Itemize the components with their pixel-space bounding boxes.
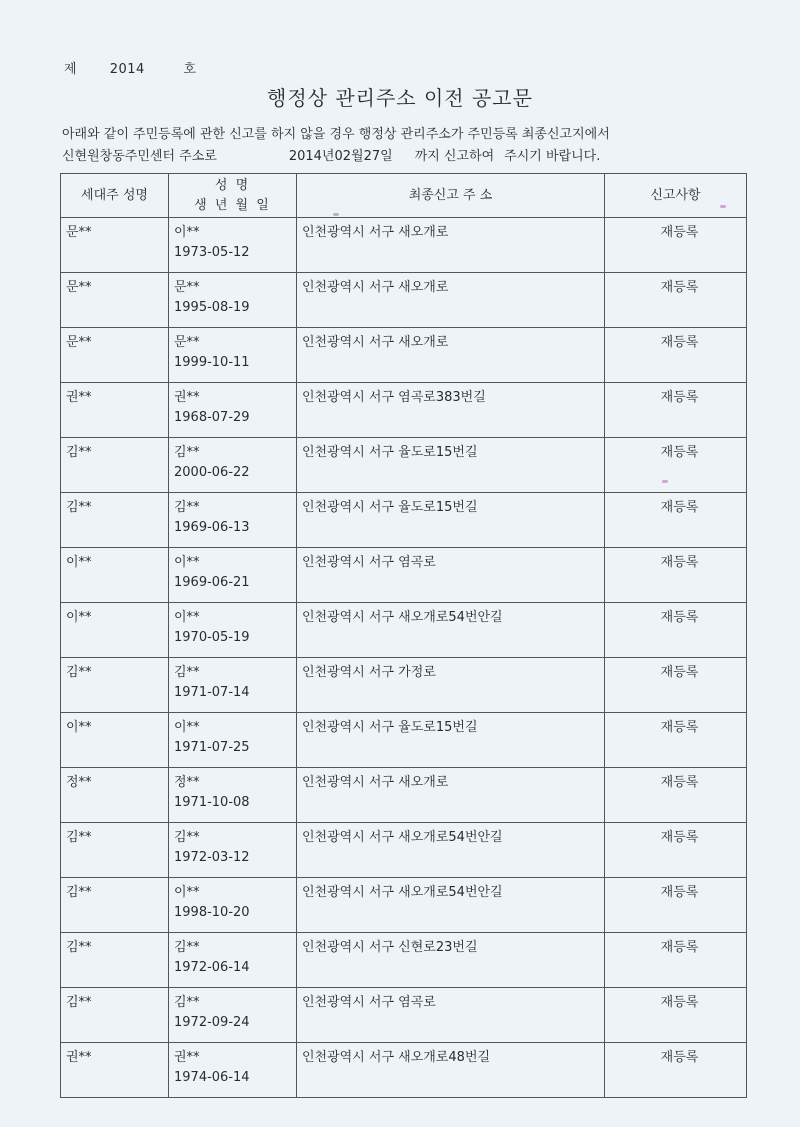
report-cell [605, 768, 747, 823]
address-cell [297, 658, 605, 713]
person-name: 문** [174, 335, 200, 350]
person-name: 이** [174, 720, 200, 735]
report-cell [605, 713, 747, 768]
person-birthdate: 1999-10-11 [174, 355, 250, 370]
document-number-year: 2014 [109, 62, 145, 77]
last-reported-address: 인천광역시 서구 염곡로383번길 [302, 390, 486, 405]
header-householder: 세대주 성명 [61, 174, 169, 218]
table-row [61, 548, 747, 603]
address-cell [297, 823, 605, 878]
last-reported-address: 인천광역시 서구 새오개로 [302, 225, 449, 240]
householder-cell [61, 493, 169, 548]
table-row [61, 823, 747, 878]
report-cell [605, 1043, 747, 1098]
person-cell [169, 1043, 297, 1098]
person-cell [169, 493, 297, 548]
householder-name: 권** [66, 1050, 92, 1065]
householder-name: 이** [66, 610, 92, 625]
person-cell [169, 383, 297, 438]
last-reported-address: 인천광역시 서구 새오개로48번길 [302, 1050, 491, 1065]
intro-line-2-request: 까지 신고하여 [414, 149, 495, 164]
person-cell [169, 328, 297, 383]
person-name: 이** [174, 225, 200, 240]
householder-cell [61, 768, 169, 823]
householder-name: 이** [66, 555, 92, 570]
report-cell [605, 493, 747, 548]
stamp-mark [662, 480, 668, 483]
householder-cell [61, 823, 169, 878]
person-name: 정** [174, 775, 200, 790]
person-birthdate: 1995-08-19 [174, 300, 250, 315]
person-name: 김** [174, 500, 200, 515]
person-name: 김** [174, 940, 200, 955]
person-birthdate: 1972-06-14 [174, 960, 250, 975]
householder-cell [61, 988, 169, 1043]
householder-name: 김** [66, 500, 92, 515]
person-cell [169, 823, 297, 878]
person-birthdate: 1972-09-24 [174, 1015, 250, 1030]
document-number-suffix: 호 [183, 62, 197, 77]
householder-cell [61, 383, 169, 438]
report-status: 재등록 [660, 830, 699, 845]
householder-cell [61, 1043, 169, 1098]
report-status: 재등록 [660, 885, 699, 900]
last-reported-address: 인천광역시 서구 염곡로 [302, 995, 436, 1010]
householder-cell [61, 713, 169, 768]
table-row [61, 713, 747, 768]
address-cell [297, 328, 605, 383]
householder-name: 이** [66, 720, 92, 735]
report-status: 재등록 [660, 995, 699, 1010]
person-cell [169, 548, 297, 603]
report-cell [605, 273, 747, 328]
table-row [61, 218, 747, 273]
householder-name: 김** [66, 665, 92, 680]
report-status: 재등록 [660, 555, 699, 570]
last-reported-address: 인천광역시 서구 신현로23번길 [302, 940, 478, 955]
person-cell [169, 768, 297, 823]
table-row [61, 438, 747, 493]
person-cell [169, 603, 297, 658]
last-reported-address: 인천광역시 서구 염곡로 [302, 555, 436, 570]
table-row [61, 768, 747, 823]
person-birthdate: 1971-10-08 [174, 795, 250, 810]
report-status: 재등록 [660, 335, 699, 350]
person-name: 김** [174, 445, 200, 460]
last-reported-address: 인천광역시 서구 새오개로 [302, 775, 449, 790]
householder-cell [61, 218, 169, 273]
report-cell [605, 658, 747, 713]
table-row [61, 493, 747, 548]
notice-table [60, 173, 747, 1098]
report-cell [605, 933, 747, 988]
householder-name: 김** [66, 995, 92, 1010]
householder-cell [61, 273, 169, 328]
address-cell [297, 603, 605, 658]
report-cell [605, 823, 747, 878]
person-name: 이** [174, 610, 200, 625]
address-cell [297, 988, 605, 1043]
person-name: 이** [174, 885, 200, 900]
householder-cell [61, 603, 169, 658]
person-birthdate: 1969-06-21 [174, 575, 250, 590]
person-name: 권** [174, 390, 200, 405]
intro-line-2-closing: 주시기 바랍니다. [504, 149, 601, 164]
person-birthdate: 1973-05-12 [174, 245, 250, 260]
last-reported-address: 인천광역시 서구 새오개로54번안길 [302, 885, 503, 900]
report-status: 재등록 [660, 225, 699, 240]
last-reported-address: 인천광역시 서구 율도로15번길 [302, 500, 478, 515]
address-cell [297, 1043, 605, 1098]
person-cell [169, 878, 297, 933]
document-number [64, 58, 197, 77]
table-row [61, 383, 747, 438]
intro-paragraph [62, 124, 762, 168]
address-cell [297, 438, 605, 493]
intro-line-1: 아래와 같이 주민등록에 관한 신고를 하지 않을 경우 행정상 관리주소가 주민등록 최종신고지에서 [62, 127, 610, 142]
address-cell [297, 933, 605, 988]
table-row [61, 988, 747, 1043]
table-row [61, 1043, 747, 1098]
header-person [169, 174, 297, 218]
stamp-mark [333, 213, 339, 216]
householder-cell [61, 658, 169, 713]
intro-line-2 [62, 146, 762, 168]
address-cell [297, 878, 605, 933]
address-cell [297, 768, 605, 823]
person-birthdate: 1972-03-12 [174, 850, 250, 865]
table-row [61, 273, 747, 328]
header-address: 최종신고 주 소 [297, 174, 605, 218]
report-cell [605, 603, 747, 658]
householder-name: 문** [66, 280, 92, 295]
person-name: 김** [174, 665, 200, 680]
householder-name: 김** [66, 940, 92, 955]
person-name: 권** [174, 1050, 200, 1065]
report-status: 재등록 [660, 720, 699, 735]
householder-cell [61, 548, 169, 603]
report-status: 재등록 [660, 775, 699, 790]
person-birthdate: 1968-07-29 [174, 410, 250, 425]
address-cell [297, 548, 605, 603]
person-cell [169, 713, 297, 768]
person-cell [169, 658, 297, 713]
report-cell [605, 218, 747, 273]
person-birthdate: 1998-10-20 [174, 905, 250, 920]
householder-cell [61, 438, 169, 493]
person-birthdate: 2000-06-22 [174, 465, 250, 480]
stamp-mark [720, 205, 726, 208]
person-cell [169, 988, 297, 1043]
report-cell [605, 878, 747, 933]
person-birthdate: 1974-06-14 [174, 1070, 250, 1085]
address-cell [297, 493, 605, 548]
householder-name: 문** [66, 335, 92, 350]
last-reported-address: 인천광역시 서구 새오개로54번안길 [302, 830, 503, 845]
report-status: 재등록 [660, 1050, 699, 1065]
householder-name: 김** [66, 445, 92, 460]
intro-line-2-office: 신현원창동주민센터 주소로 [62, 149, 217, 164]
report-status: 재등록 [660, 610, 699, 625]
report-status: 재등록 [660, 390, 699, 405]
table-header-row [61, 174, 747, 218]
person-birthdate: 1970-05-19 [174, 630, 250, 645]
person-cell [169, 218, 297, 273]
householder-name: 문** [66, 225, 92, 240]
report-cell [605, 383, 747, 438]
table-row [61, 603, 747, 658]
report-status: 재등록 [660, 280, 699, 295]
report-status: 재등록 [660, 500, 699, 515]
person-name: 이** [174, 555, 200, 570]
report-status: 재등록 [660, 665, 699, 680]
header-person-birth: 생 년 월 일 [194, 197, 271, 213]
document-number-prefix: 제 [64, 62, 78, 77]
report-status: 재등록 [660, 940, 699, 955]
householder-name: 김** [66, 885, 92, 900]
householder-name: 권** [66, 390, 92, 405]
report-cell [605, 548, 747, 603]
address-cell [297, 218, 605, 273]
person-cell [169, 273, 297, 328]
table-row [61, 328, 747, 383]
table-body [61, 218, 747, 1098]
person-birthdate: 1969-06-13 [174, 520, 250, 535]
last-reported-address: 인천광역시 서구 율도로15번길 [302, 445, 478, 460]
table-row [61, 658, 747, 713]
header-report: 신고사항 [605, 174, 747, 218]
address-cell [297, 273, 605, 328]
last-reported-address: 인천광역시 서구 새오개로 [302, 335, 449, 350]
last-reported-address: 인천광역시 서구 가정로 [302, 665, 436, 680]
person-cell [169, 438, 297, 493]
person-name: 문** [174, 280, 200, 295]
report-cell [605, 988, 747, 1043]
table-row [61, 878, 747, 933]
header-person-name: 성 명 [214, 177, 251, 193]
page-title: 행정상 관리주소 이전 공고문 [267, 86, 533, 110]
person-birthdate: 1971-07-14 [174, 685, 250, 700]
table-row [61, 933, 747, 988]
last-reported-address: 인천광역시 서구 율도로15번길 [302, 720, 478, 735]
address-cell [297, 713, 605, 768]
householder-cell [61, 933, 169, 988]
address-cell [297, 383, 605, 438]
householder-name: 정** [66, 775, 92, 790]
report-status: 재등록 [660, 445, 699, 460]
report-cell [605, 438, 747, 493]
person-birthdate: 1971-07-25 [174, 740, 250, 755]
person-name: 김** [174, 995, 200, 1010]
person-cell [169, 933, 297, 988]
householder-cell [61, 878, 169, 933]
person-name: 김** [174, 830, 200, 845]
last-reported-address: 인천광역시 서구 새오개로54번안길 [302, 610, 503, 625]
last-reported-address: 인천광역시 서구 새오개로 [302, 280, 449, 295]
report-cell [605, 328, 747, 383]
householder-name: 김** [66, 830, 92, 845]
householder-cell [61, 328, 169, 383]
intro-deadline-date: 2014년02월27일 [288, 149, 393, 164]
